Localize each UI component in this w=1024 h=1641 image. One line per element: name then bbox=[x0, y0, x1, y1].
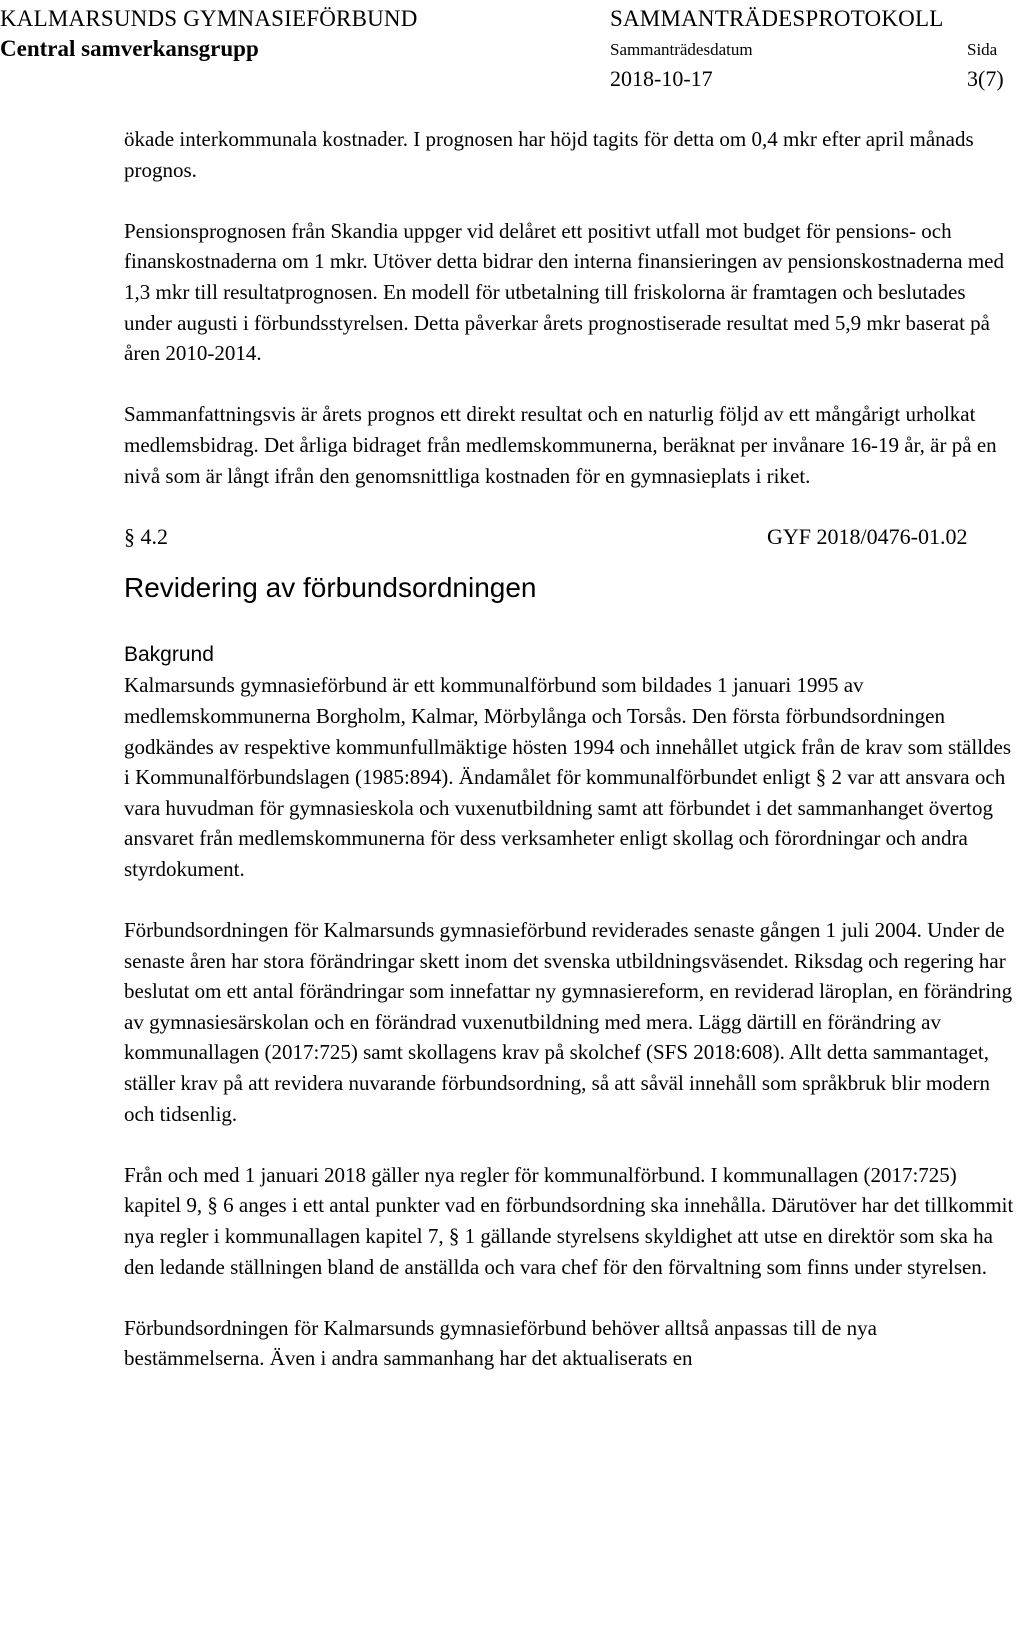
paragraph: Pensionsprognosen från Skandia uppger vid delåret ett positivt utfall mot budget för pensions- och finanskostnaderna om 1 mkr. Utöver detta bidrar den interna finansieringen av pensionskostnaderna med 1,3 mkr till resultatprognosen. En modell för utbetalning till friskolorna är framtagen och beslutades under augusti i förbundsstyrelsen. Detta påverkar årets prognostiserade resultat med 5,9 mkr baserat på åren 2010-2014. bbox=[124, 218, 1004, 366]
case-number: GYF 2018/0476-01.02 bbox=[767, 523, 968, 549]
paragraph: ökade interkommunala kostnader. I prognosen har höjd tagits för detta om 0,4 mkr efter april månads prognos. bbox=[124, 127, 974, 182]
organization-name: KALMARSUNDS GYMNASIEFÖRBUND bbox=[0, 6, 418, 31]
meeting-date: 2018-10-17 bbox=[610, 66, 713, 91]
subheading: Bakgrund bbox=[124, 642, 214, 666]
paragraph: Sammanfattningsvis är årets prognos ett direkt resultat och en naturlig följd av ett mångårigt urholkat medlemsbidrag. Det årliga bidraget från medlemskommunerna, beräknat per invånare 16-19 år, är på en nivå som är långt ifrån den genomsnittliga kostnaden för en gymnasieplats i riket. bbox=[124, 402, 997, 488]
paragraph: Från och med 1 januari 2018 gäller nya regler för kommunalförbund. I kommunallagen (2017:725) kapitel 9, § 6 anges i ett antal punkter vad en förbundsordning ska innehålla. Därutöver har det tillkommit nya regler i kommunallagen kapitel 7, § 1 gällande styrelsens skyldighet att utse en direktör som ska ha den ledande ställningen bland de anställda och vara chef för den förvaltning som finns under styrelsen. bbox=[124, 1162, 1014, 1279]
document-body bbox=[124, 124, 1014, 1405]
group-name: Central samverkansgrupp bbox=[0, 36, 259, 61]
page-label: Sida bbox=[967, 40, 998, 59]
paragraph: Kalmarsunds gymnasieförbund är ett kommunalförbund som bildades 1 januari 1995 av medlemskommunerna Borgholm, Kalmar, Mörbylånga och Torsås. Den första förbundsordningen godkändes av respektive kommunfullmäktige hösten 1994 och innehållet utgick från de krav som ställdes i Kommunalförbundslagen (1985:894). Ändamålet för kommunalförbundet enligt § 2 var att ansvara och vara huvudman för gymnasieskola och vuxenutbildning samt att förbundet i det sammanhanget övertog ansvaret från medlemskommunerna för dess verksamheter enligt skollag och förordningar och andra styrdokument. bbox=[124, 673, 1012, 881]
meeting-date-label: Sammanträdesdatum bbox=[610, 40, 753, 59]
paragraph: Förbundsordningen för Kalmarsunds gymnasieförbund reviderades senaste gången 1 juli 2004. Under de senaste åren har stora förändringar skett inom det svenska utbildningsväsendet. Riksdag och regering har beslutat om ett antal förändringar som innefattar ny gymnasiereform, en reviderad läroplan, en förändring av gymnasiesärskolan och en förändrad vuxenutbildning med mera. Lägg därtill en förändring av kommunallagen (2017:725) samt skollagens krav på skolchef (SFS 2018:608). Allt detta sammantaget, ställer krav på att revidera nuvarande förbundsordning, så att såväl innehåll som språkbruk blir modern och tidsenlig. bbox=[124, 918, 1013, 1126]
section-number: § 4.2 bbox=[124, 523, 168, 549]
page-number: 3(7) bbox=[967, 66, 1004, 91]
section-row bbox=[124, 522, 1014, 554]
paragraph: Förbundsordningen för Kalmarsunds gymnasieförbund behöver alltså anpassas till de nya bestämmelserna. Även i andra sammanhang har det aktualiserats en bbox=[124, 1315, 877, 1371]
document-header bbox=[0, 0, 1024, 100]
section-title: Revidering av förbundsordningen bbox=[124, 571, 537, 603]
document-type: SAMMANTRÄDESPROTOKOLL bbox=[610, 6, 944, 31]
